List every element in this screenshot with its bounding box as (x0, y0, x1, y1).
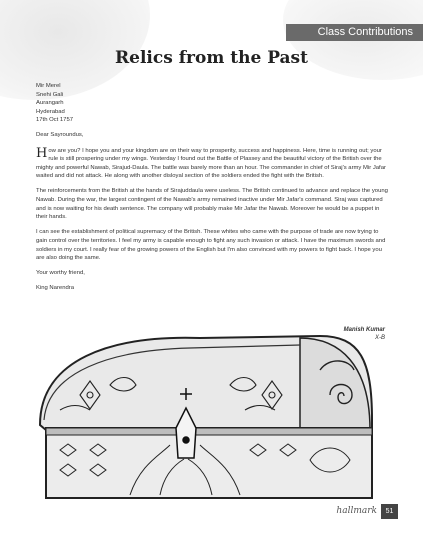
address-name: Mir Merel (36, 83, 61, 89)
section-tab: Class Contributions (286, 24, 423, 41)
paragraph-2: The reinforcements from the British at the hands of Sirajuddaula were useless. The British continued to advance and replace the young Nawab. During the war, the largest contingent of the Nawab's army remained inactive under Mir Jafar's command. Siraj was captured and is now waiting for his death sentence. The company will probably make Mir Jafar the Nawab. Moreover he would be a puppet in their hands. (36, 188, 388, 221)
paragraph-3: I can see the establishment of political supremacy of the British. These whites who came with the purpose of trade are now trying to gain control over the territories. I feel my army is capable enough to fight any such invasion or attack. I have the maximum swords and soldiers in my court. I really fear of the growing powers of the English but I'm also convinced with my powers to fight back. I hope you are also doing the same. (36, 229, 386, 262)
closing: Your worthy friend, (36, 270, 85, 277)
address-street: Snehi Gali (36, 91, 64, 98)
paragraph-1-text: ow are you? I hope you and your kingdom are on their way to prosperity, success and happiness. Here, time is running out; your rule is still prospering under my wings. Yesterday I found out the Battle of Plassey and the beautiful victory of the British over the mighty and powerful Nawab, Sirajud-Daula. The battle was barely more than an hour. The commander in chief of Siraj's army Mir Jafar waited and did not attack. He along with another disloyal section of the soldiers ended the fight with the British. (36, 147, 386, 180)
drop-cap: H (36, 145, 48, 161)
address-city: Hyderabad (36, 108, 65, 115)
closing-name: King Narendra (36, 285, 74, 292)
page-number: 51 (381, 504, 398, 519)
letter-date: 17th Oct 1757 (36, 117, 74, 124)
chest-trim (46, 428, 372, 435)
author-name: Manish Kumar (343, 327, 385, 333)
author-class: X-B (374, 335, 385, 341)
chest-body (46, 428, 372, 498)
salutation: Dear Sayroundus, (36, 132, 84, 139)
page-title: Relics from the Past (115, 48, 308, 68)
address-area: Aurangarh (36, 100, 64, 107)
hallmark-logo: hallmark (336, 506, 377, 516)
